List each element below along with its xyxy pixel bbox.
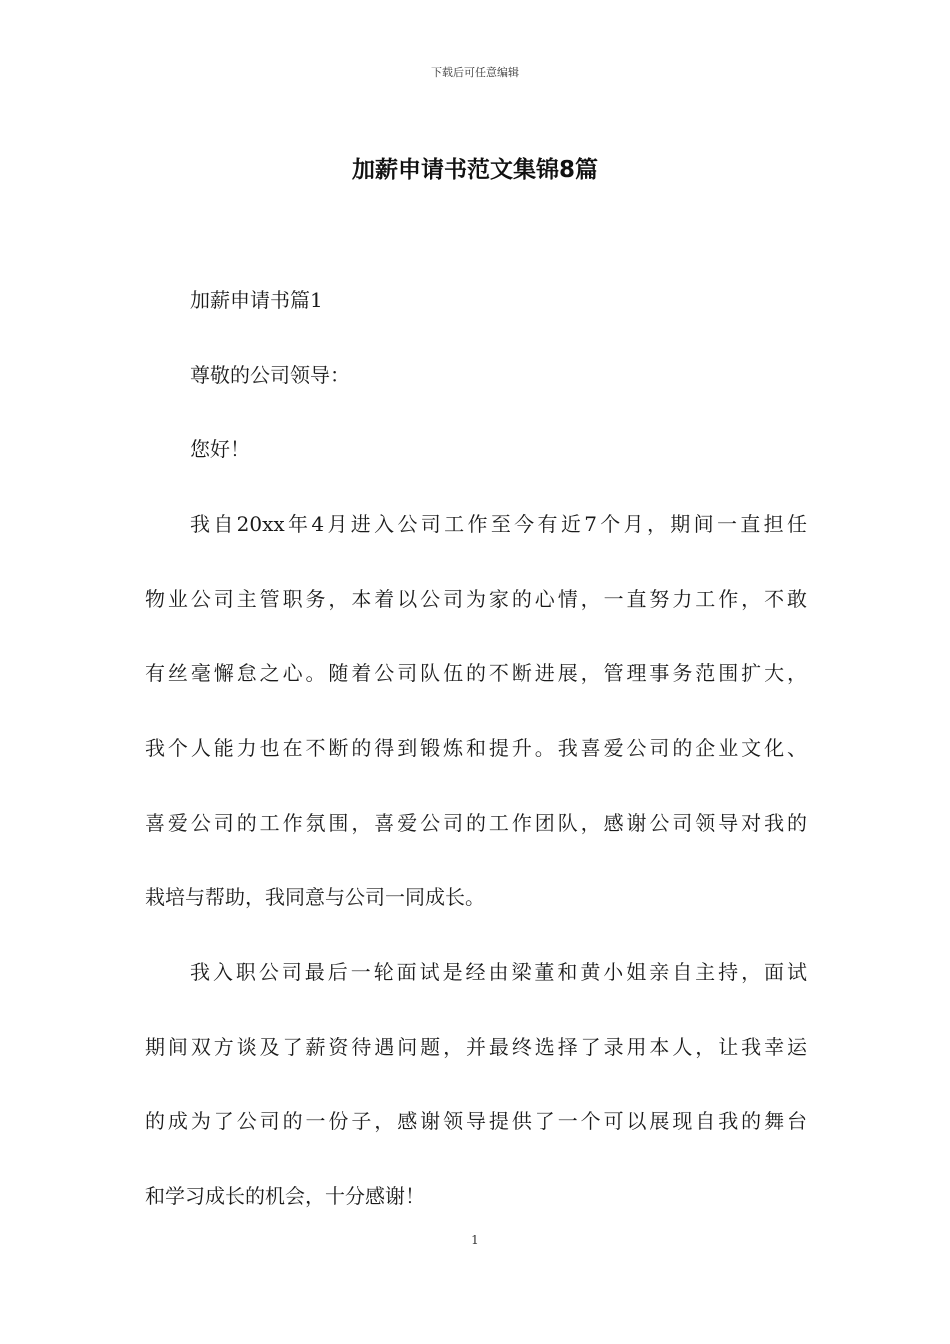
greeting: 您好！ xyxy=(190,437,250,461)
page-header-note: 下载后可任意编辑 xyxy=(431,66,519,79)
paragraph-line: 我自20xx年4月进入公司工作至今有近7个月，期间一直担任 xyxy=(190,512,807,536)
paragraph-line: 物业公司主管职务，本着以公司为家的心情，一直努力工作，不敢 xyxy=(145,587,807,611)
paragraph-line: 有丝毫懈怠之心。随着公司队伍的不断进展，管理事务范围扩大， xyxy=(145,661,807,685)
paragraph-line: 我个人能力也在不断的得到锻炼和提升。我喜爱公司的企业文化、 xyxy=(145,736,807,760)
paragraph-line: 的成为了公司的一份子，感谢领导提供了一个可以展现自我的舞台 xyxy=(145,1109,807,1133)
page-number: 1 xyxy=(471,1233,479,1247)
document-title: 加薪申请书范文集锦8篇 xyxy=(351,157,598,183)
paragraph-line: 喜爱公司的工作氛围，喜爱公司的工作团队，感谢公司领导对我的 xyxy=(145,811,807,835)
paragraph-line: 我入职公司最后一轮面试是经由梁董和黄小姐亲自主持，面试 xyxy=(190,960,807,984)
paragraph-line: 期间双方谈及了薪资待遇问题，并最终选择了录用本人，让我幸运 xyxy=(145,1035,807,1059)
salutation: 尊敬的公司领导： xyxy=(190,363,350,387)
paragraph-line: 和学习成长的机会，十分感谢！ xyxy=(145,1184,425,1208)
paragraph-line: 栽培与帮助，我同意与公司一同成长。 xyxy=(145,885,485,909)
section-heading: 加薪申请书篇1 xyxy=(190,288,323,312)
